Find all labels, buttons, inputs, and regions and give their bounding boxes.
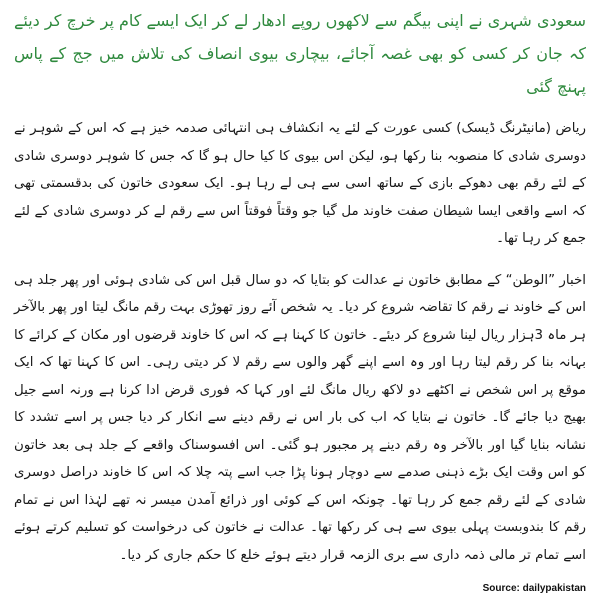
- paragraph-intro: ریاض (مانیٹرنگ ڈیسک) کسی عورت کے لئے یہ انکشاف ہی انتہائی صدمہ خیز ہے کہ اس کے شوہر نے دوسری شادی کا منصوبہ بنا رکھا ہو، لیکن اس بیوی کا کیا حال ہو گا کہ جس کا شوہر دوسری شادی کے لئے رقم بھی دھوکے بازی کے ساتھ اسی سے ہی لے رہا ہو۔ ایک سعودی خاتون کی بدقسمتی تھی کہ اسے واقعی ایسا شیطان صفت خاوند مل گیا جو وقتاً فوقتاً اس سے رقم لے کر دوسری شادی کے لئے جمع کر رہا تھا۔: [14, 121, 586, 246]
- paragraph-body: اخبار ”الوطن“ کے مطابق خاتون نے عدالت کو بتایا کہ دو سال قبل اس کی شادی ہوئی اور پھر جلد ہی اس کے خاوند نے رقم کا تقاضہ شروع کر دیا۔ یہ شخص آئے روز تھوڑی بہت رقم مانگ لیتا اور پھر بالآخر ہر ماہ 3ہزار ریال لینا شروع کر دیئے۔ خاتون کا کہنا ہے کہ اس کا خاوند قرضوں اور مکان کے کرائے کا بہانہ بنا کر رقم لیتا رہا اور وہ اسے اپنے گھر والوں سے رقم لا کر دیتی رہی۔ اس کا کہنا تھا کہ ایک موقع پر اس شخص نے اکٹھے دو لاکھ ریال مانگ لئے اور کہا کہ فوری قرض ادا کرنا ہے ورنہ اسے جیل بھیج دیا جائے گا۔ خاتون نے بتایا کہ اب کی بار اس نے رقم دینے سے انکار کر دیا جس پر اسے تشدد کا نشانہ بنایا گیا اور بالآخر وہ رقم دینے پر مجبور ہو گئی۔ اس افسوسناک واقعے کے جلد ہی بعد خاتون کو اس وقت ایک بڑے ذہنی صدمے سے دوچار ہونا پڑا جب اسے پتہ چلا کہ اس کا خاوند دراصل دوسری شادی کے لئے رقم جمع کر رہا تھا۔ چونکہ اس کے کوئی اور ذرائع آمدن میسر نہ تھے لہٰذا اس نے تمام رقم کا بندوبست پہلی بیوی سے ہی کر رکھا تھا۔ عدالت نے خاتون کی درخواست کو تسلیم کرتے ہوئے اسے تمام تر مالی ذمہ داری سے بری الزمہ قرار دیتے ہوئے خلع کا حکم جاری کر دیا۔: [14, 272, 586, 563]
- article: [14, 4, 586, 583]
- source-credit: Source: dailypakistan: [482, 583, 586, 594]
- headline: سعودی شہری نے اپنی بیگم سے لاکھوں روپے ادھار لے کر ایک ایسے کام پر خرچ کر دیئے کہ جان کر کسی کو بھی غصہ آجائے، بیچاری بیوی انصاف کی تلاش میں جج کے پاس پہنچ گئی: [14, 11, 586, 96]
